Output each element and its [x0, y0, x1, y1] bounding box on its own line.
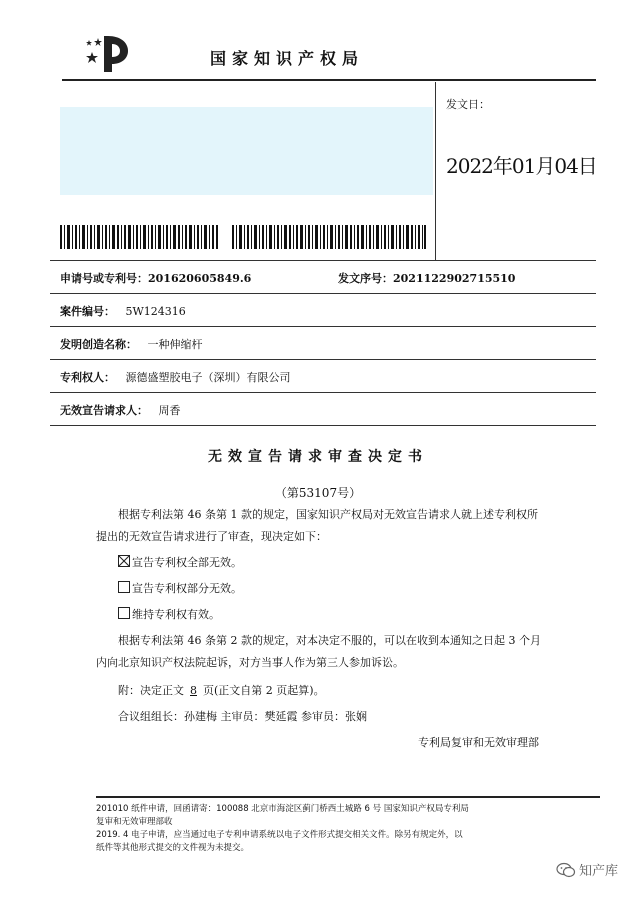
patentee-value: 源德盛塑胶电子（深圳）有限公司 — [125, 371, 291, 384]
footer-line-1: 201010 纸件申请，回函请寄：100088 北京市海淀区蓟门桥西土城路 6 号 国家知识产权局专利局 — [96, 804, 469, 814]
footer-divider — [96, 796, 600, 798]
option-invalidate-all[interactable] — [118, 552, 242, 574]
paragraph-2-line-1: 根据专利法第 46 条第 2 款的规定，对本决定不服的，可以在收到本通知之日起 3 个月 — [118, 634, 541, 647]
watermark-text: 知产库 — [578, 864, 618, 879]
paragraph-1-line-2: 提出的无效宣告请求进行了审查，现决定如下： — [96, 530, 327, 543]
footer-line-3: 2019. 4 电子申请，应当通过电子专利申请系统以电子文件形式提交相关文件。除另有规定外，以 — [96, 830, 463, 840]
option-maintain-valid[interactable] — [118, 604, 220, 626]
panel-members: 合议组组长：孙建梅 主审员：樊延霞 参审员：张娴 — [118, 710, 367, 723]
footer-line-2: 复审和无效审理部收 — [96, 817, 173, 827]
office-name: 国家知识产权局 — [210, 49, 365, 68]
issue-date-value: 2022年01月04日 — [446, 154, 597, 178]
option-label: 维持专利权有效。 — [132, 608, 220, 621]
patentee-label: 专利权人： — [60, 371, 115, 384]
row-divider — [50, 359, 596, 360]
application-number-row — [60, 270, 251, 286]
application-number-label: 申请号或专利号： — [60, 272, 148, 285]
invention-name-label: 发明创造名称： — [60, 338, 137, 351]
watermark — [556, 860, 618, 882]
serial-number-value: 2021122902715510 — [393, 272, 516, 285]
barcode-right — [232, 225, 426, 249]
wechat-icon — [556, 862, 576, 882]
paragraph-1-line-1: 根据专利法第 46 条第 1 款的规定，国家知识产权局对无效宣告请求人就上述专利权所 — [118, 508, 538, 521]
checkbox-icon[interactable] — [118, 581, 130, 593]
row-divider — [50, 392, 596, 393]
case-number-label: 案件编号： — [60, 305, 115, 318]
barcode-left — [60, 225, 218, 249]
footer-text — [96, 803, 606, 855]
option-label: 宣告专利权全部无效。 — [132, 556, 242, 569]
requester-value: 周香 — [158, 404, 181, 417]
checkbox-icon[interactable] — [118, 607, 130, 619]
cnipa-logo — [84, 32, 132, 74]
attachment-line — [118, 680, 325, 702]
row-divider — [50, 260, 596, 261]
serial-number-label: 发文序号： — [338, 272, 393, 285]
attachment-prefix: 附：决定正文 — [118, 684, 184, 697]
case-number-value: 5W124316 — [125, 305, 186, 318]
issue-date-label: 发文日： — [446, 98, 490, 111]
serial-number-row — [338, 270, 515, 286]
invention-name-value: 一种伸缩杆 — [147, 338, 203, 351]
application-number-value: 201620605849.6 — [148, 272, 252, 285]
requester-label: 无效宣告请求人： — [60, 404, 148, 417]
case-number-row — [60, 303, 186, 319]
invention-name-row — [60, 336, 203, 352]
paragraph-2-line-2: 内向北京知识产权法院起诉，对方当事人作为第三人参加诉讼。 — [96, 656, 404, 669]
option-label: 宣告专利权部分无效。 — [132, 582, 242, 595]
decision-title: 无效宣告请求审查决定书 — [208, 449, 428, 465]
redacted-address-block — [60, 107, 433, 195]
row-divider — [50, 326, 596, 327]
vertical-divider — [435, 82, 436, 260]
footer-line-4: 纸件等其他形式提交的文件视为未提交。 — [96, 843, 250, 853]
decision-number: （第53107号） — [274, 486, 362, 500]
attachment-suffix: 页(正文自第 2 页起算)。 — [203, 684, 325, 697]
attachment-pages: 8 — [190, 684, 197, 697]
header-divider — [62, 79, 596, 81]
requester-row — [60, 402, 181, 418]
row-divider — [50, 425, 596, 426]
checked-checkbox-icon[interactable] — [118, 555, 130, 567]
option-invalidate-partial[interactable] — [118, 578, 242, 600]
patentee-row — [60, 369, 291, 385]
issuing-department: 专利局复审和无效审理部 — [418, 736, 539, 749]
row-divider — [50, 293, 596, 294]
